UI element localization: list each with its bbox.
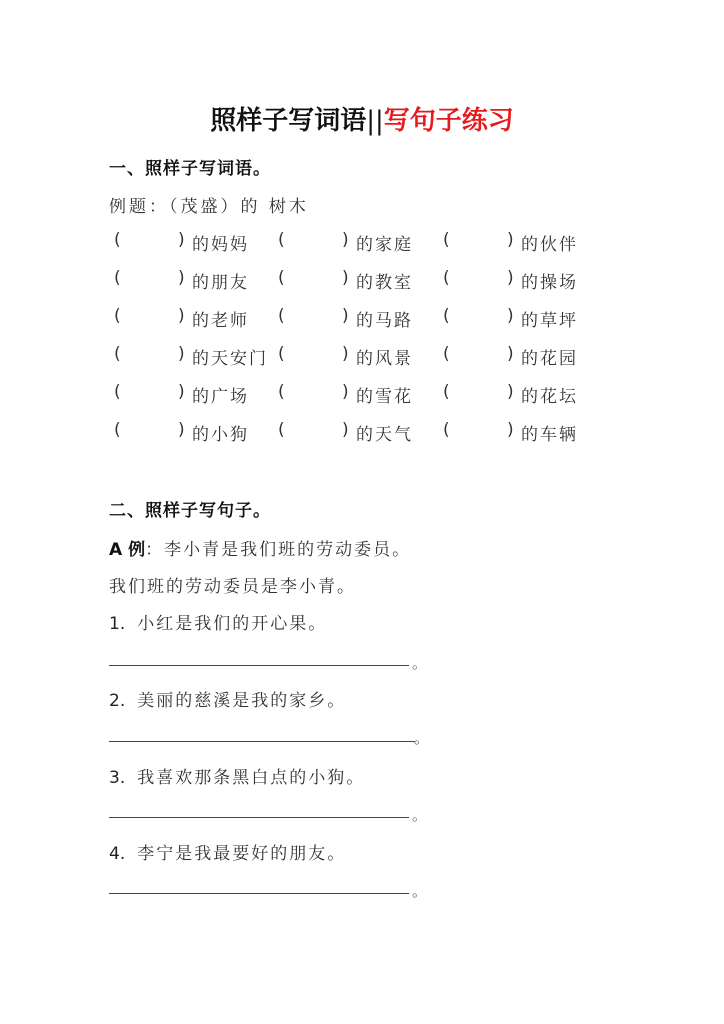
answer-line-2[interactable] [109, 741, 415, 742]
open-paren: ( [443, 306, 450, 326]
word-row [109, 230, 629, 254]
open-paren: ( [114, 344, 121, 364]
sentence-item-2 [109, 686, 346, 711]
example-answer: 我们班的劳动委员是李小青。 [109, 577, 356, 597]
close-paren: ) [342, 420, 349, 440]
open-paren: ( [278, 230, 285, 250]
title-highlight: 写句子练习 [383, 106, 514, 136]
target-word: 的伙伴 [521, 235, 578, 255]
close-paren: ) [342, 230, 349, 250]
section2-heading: 二、照样子写句子。 [109, 501, 271, 521]
target-word: 的小狗 [192, 425, 249, 445]
close-paren: ) [342, 306, 349, 326]
item-sentence: 美丽的慈溪是我的家乡。 [137, 691, 347, 711]
target-word: 的操场 [521, 273, 578, 293]
open-paren: ( [443, 268, 450, 288]
close-paren: ) [178, 230, 185, 250]
answer-period-4: 。 [412, 882, 428, 900]
answer-line-1[interactable] [109, 665, 409, 666]
close-paren: ) [342, 382, 349, 402]
title-main: 照样子写词语 [210, 106, 367, 136]
answer-period-3: 。 [412, 806, 428, 824]
page-title [0, 100, 724, 137]
open-paren: ( [278, 268, 285, 288]
sentence-item-1 [109, 609, 327, 634]
close-paren: ) [178, 382, 185, 402]
item-sentence: 小红是我们的开心果。 [137, 614, 328, 634]
target-word: 的天气 [356, 425, 413, 445]
target-word: 的朋友 [192, 273, 249, 293]
open-paren: ( [278, 382, 285, 402]
open-paren: ( [114, 268, 121, 288]
target-word: 的广场 [192, 387, 249, 407]
open-paren: ( [114, 230, 121, 250]
close-paren: ) [507, 344, 514, 364]
target-word: 的车辆 [521, 425, 578, 445]
item-number: 2. [109, 691, 126, 711]
item-sentence: 我喜欢那条黑白点的小狗。 [137, 768, 366, 788]
answer-line-4[interactable] [109, 893, 409, 894]
open-paren: ( [443, 344, 450, 364]
item-sentence: 李宁是我最要好的朋友。 [137, 844, 347, 864]
close-paren: ) [507, 382, 514, 402]
section1-example: 例题：（茂盛）的 树木 [109, 197, 309, 217]
close-paren: ) [507, 268, 514, 288]
answer-period-1: 。 [412, 654, 428, 672]
close-paren: ) [507, 420, 514, 440]
example-sentence: ：李小青是我们班的劳动委员。 [145, 540, 412, 560]
open-paren: ( [443, 382, 450, 402]
target-word: 的花园 [521, 349, 578, 369]
answer-period-2: 。 [414, 729, 430, 747]
target-word: 的花坛 [521, 387, 578, 407]
item-number: 4. [109, 844, 126, 864]
close-paren: ) [178, 420, 185, 440]
word-row [109, 344, 629, 368]
item-number: 3. [109, 768, 126, 788]
close-paren: ) [507, 306, 514, 326]
word-row [109, 382, 629, 406]
close-paren: ) [342, 268, 349, 288]
target-word: 的雪花 [356, 387, 413, 407]
sentence-item-3 [109, 763, 365, 788]
close-paren: ) [178, 268, 185, 288]
open-paren: ( [114, 306, 121, 326]
target-word: 的教室 [356, 273, 413, 293]
target-word: 的妈妈 [192, 235, 249, 255]
title-separator: || [366, 106, 384, 136]
section2-example [109, 535, 411, 560]
close-paren: ) [178, 306, 185, 326]
close-paren: ) [342, 344, 349, 364]
example-label: A 例 [109, 540, 146, 560]
open-paren: ( [114, 420, 121, 440]
target-word: 的草坪 [521, 311, 578, 331]
open-paren: ( [443, 230, 450, 250]
open-paren: ( [278, 420, 285, 440]
target-word: 的天安门 [192, 349, 268, 369]
open-paren: ( [114, 382, 121, 402]
target-word: 的风景 [356, 349, 413, 369]
word-row [109, 420, 629, 444]
word-row [109, 306, 629, 330]
target-word: 的老师 [192, 311, 249, 331]
close-paren: ) [507, 230, 514, 250]
target-word: 的马路 [356, 311, 413, 331]
target-word: 的家庭 [356, 235, 413, 255]
close-paren: ) [178, 344, 185, 364]
sentence-item-4 [109, 839, 346, 864]
open-paren: ( [278, 344, 285, 364]
section1-heading: 一、照样子写词语。 [109, 159, 271, 179]
item-number: 1. [109, 614, 126, 634]
open-paren: ( [278, 306, 285, 326]
answer-line-3[interactable] [109, 817, 409, 818]
word-row [109, 268, 629, 292]
open-paren: ( [443, 420, 450, 440]
